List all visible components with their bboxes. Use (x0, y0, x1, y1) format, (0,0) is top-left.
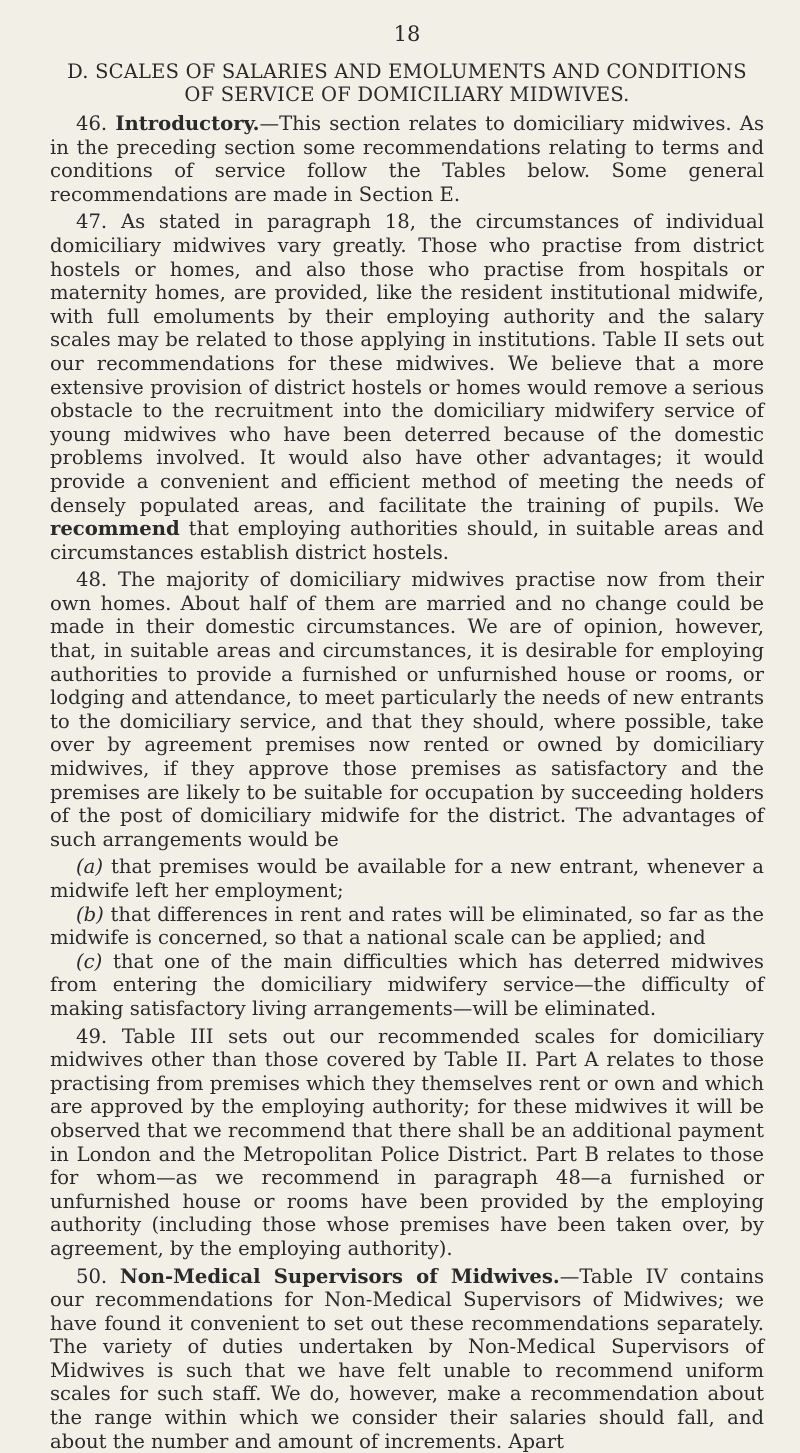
paragraph-46-title: Introductory. (115, 112, 259, 135)
paragraph-50-number: 50. (76, 1265, 107, 1288)
list-item-a (50, 855, 764, 902)
paragraph-47-emphasis: recommend (50, 517, 180, 540)
section-heading (50, 60, 764, 106)
list-item-a-text: that premises would be available for a new entrant, whenever a midwife left her employment; (50, 855, 764, 902)
list-item-b-label: (b) (76, 903, 104, 926)
paragraph-47 (50, 210, 764, 564)
paragraph-48 (50, 568, 764, 851)
heading-line-1: D. SCALES OF SALARIES AND EMOLUMENTS AND CONDITIONS (50, 60, 764, 83)
list-item-c (50, 950, 764, 1021)
list-item-c-label: (c) (76, 950, 102, 973)
paragraph-50 (50, 1265, 764, 1453)
heading-line-2: OF SERVICE OF DOMICILIARY MIDWIVES. (50, 83, 764, 106)
paragraph-47-body: 47. As stated in paragraph 18, the circumstances of individual domiciliary midwives vary greatly. Those who practise from district hostels or homes, and also those who practise from hospitals or maternity homes, are provided, like the resident institutional midwife, with full emoluments by their employing authority and the salary scales may be related to those applying in institutions. Table II sets out our recommendations for these midwives. We believe that a more extensive provision of district hostels or homes would remove a serious obstacle to the recruitment into the domiciliary midwifery service of young midwives who have been deterred because of the domestic problems involved. It would also have other advantages; it would provide a convenient and efficient method of meeting the needs of densely populated areas, and facilitate the training of pupils. (50, 210, 764, 516)
paragraph-48-body: 48. The majority of domiciliary midwives practise now from their own homes. About half of them are married and no change could be made in their domestic circumstances. We are of opinion, however, that, in suitable areas and circumstances, it is desirable for employing authorities to provide a furnished or unfurnished house or rooms, or lodging and attendance, to meet particularly the needs of new entrants to the domiciliary service, and that they should, where possible, take over by agreement premises now rented or owned by domiciliary midwives, if they approve those premises as satisfactory and the premises are likely to be suitable for occupation by succeeding holders of the post of domiciliary midwife for the district. The advantages of such arrangements would be (50, 568, 764, 851)
page-number: 18 (50, 22, 764, 46)
paragraph-50-title: Non-Medical Supervisors of Midwives. (120, 1265, 560, 1288)
list-item-b-text: that differences in rent and rates will be eliminated, so far as the midwife is concerned, so that a national scale can be applied; and (50, 903, 764, 950)
paragraph-46 (50, 112, 764, 206)
paragraph-50-body: —Table IV contains our recommendations for Non-Medical Supervisors of Midwives; we have found it convenient to set out these recommendations separately. The variety of duties undertaken by Non-Medical Supervisors of Midwives is such that we have felt unable to recommend uniform scales for such staff. We do, however, make a recommendation about the range within which we consider their salaries should fall, and about the number and amount of increments. Apart (50, 1265, 764, 1453)
paragraph-49 (50, 1025, 764, 1261)
list-item-c-text: that one of the main difficulties which has deterred midwives from entering the domiciliary midwifery service—the difficulty of making satisfactory living arrangements—will be eliminated. (50, 950, 764, 1020)
paragraph-49-body: 49. Table III sets out our recommended scales for domiciliary midwives other than those covered by Table II. Part A relates to those practising from premises which they themselves rent or own and which are approved by the employing authority; for these midwives it will be observed that we recommend that there shall be an additional payment in London and the Metropolitan Police District. Part B relates to those for whom—as we recommend in paragraph 48—a furnished or unfurnished house or rooms have been provided by the employing authority (including those whose premises have been taken over, by agreement, by the employing authority). (50, 1025, 764, 1260)
paragraph-46-body: —This section relates to domiciliary midwives. As in the preceding section some recommendations relating to terms and conditions of service follow the Tables below. Some general recommendations are made in Section E. (50, 112, 764, 206)
list-item-b (50, 903, 764, 950)
paragraph-47-end: that employing authorities should, in suitable areas and circumstances establish district hostels. (50, 517, 764, 564)
paragraph-47-gap: We (720, 494, 764, 517)
list-item-a-label: (a) (76, 855, 103, 878)
paragraph-46-number: 46. (76, 112, 107, 135)
